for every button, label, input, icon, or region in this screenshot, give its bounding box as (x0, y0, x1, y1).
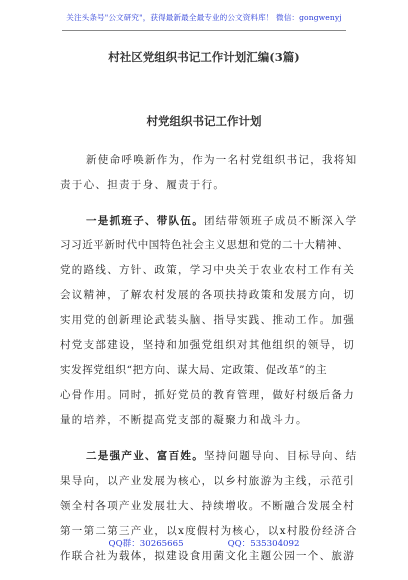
footer-qq: QQ：535304092 (227, 539, 300, 549)
item1-heading: 一是抓班子、带队伍。 (86, 215, 204, 227)
item1-first-line (86, 214, 358, 228)
item1-line: 实发挥党组织“把方向、谋大局、定政策、促改革”的主 (60, 364, 328, 376)
item2-line: 第一第二第三产业，以x度假村为核心，以x村股份经济合 (60, 525, 358, 537)
item1-line: 心骨作用。同时，抓好党员的教育管理，做好村级后备力 (60, 389, 355, 401)
item1-line: 量的培养，不断提高党支部的凝聚力和战斗力。 (60, 414, 308, 426)
header-banner: 关注头条号"公文研究"，获得最新最全最专业的公文资料库！ 微信：gongwenyj (66, 13, 342, 22)
item1-first-line-text: 团结带领班子成员不断深入学 (204, 215, 358, 227)
footer (0, 537, 408, 549)
footer-qq-group: QQ群：30265665 (108, 539, 184, 549)
item2-line: 果导向，以产业发展为核心，以乡村旅游为主线，示范引 (60, 475, 355, 487)
item2-line: 领全村各项产业发展壮大、持续增收。不断融合发展全村 (60, 500, 355, 512)
item1-line: 村党支部建设，坚持和加强党组织对其他组织的领导，切 (60, 339, 355, 351)
item1-line: 党的路线、方针、政策，学习中央关于农业农村工作有关 (60, 264, 355, 276)
intro-line-1: 新使命呼唤新作为，作为一名村党组织书记，我将知 (86, 154, 358, 166)
item1-line: 实用党的创新理论武装头脑、指导实践、推动工作。加强 (60, 314, 355, 326)
header-divider (62, 30, 346, 31)
item1-line: 习习近平新时代中国特色社会主义思想和党的二十大精神、 (60, 239, 349, 251)
item1-line: 会议精神，了解农村发展的各项扶持政策和发展方向，切 (60, 289, 355, 301)
section-title: 村党组织书记工作计划 (146, 114, 262, 128)
item2-line: 作联合社为载体，拟建设食用菌文化主题公园一个、旅游 (60, 550, 355, 562)
intro-line-2: 责于心、担责于身、履责于行。 (60, 179, 226, 191)
item2-heading: 二是强产业、富百姓。 (86, 450, 204, 462)
document-title: 村社区党组织书记工作计划汇编(3篇) (108, 50, 300, 64)
item2-first-line-text: 坚持问题导向、目标导向、结 (204, 450, 358, 462)
item2-first-line (86, 449, 358, 463)
